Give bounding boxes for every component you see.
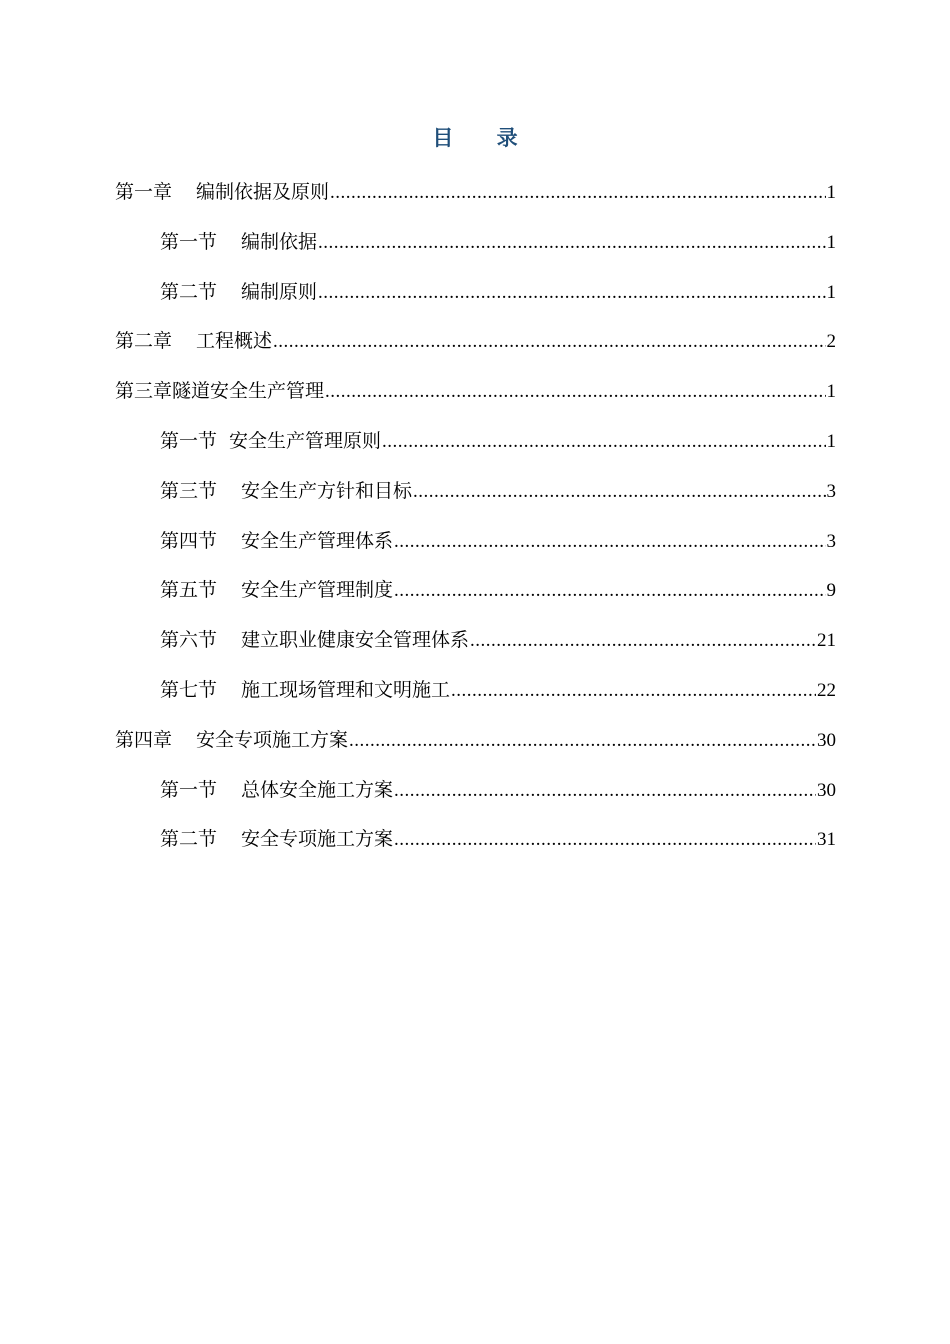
toc-entry-label: 第二章	[115, 330, 173, 353]
toc-page-number: 1	[826, 231, 836, 253]
toc-page-number: 31	[817, 829, 836, 851]
toc-entry-text: 总体安全施工方案	[241, 778, 394, 801]
toc-entry-text: 编制依据	[241, 230, 318, 253]
toc-page-number: 22	[817, 679, 836, 701]
toc-page-number: 21	[817, 630, 836, 652]
toc-entry-label: 第四章	[115, 728, 173, 751]
toc-page-number: 3	[826, 530, 836, 552]
toc-entry-text: 安全生产方针和目标	[241, 479, 413, 502]
toc-dot-leader	[325, 377, 825, 407]
toc-entry-label: 第一章	[115, 181, 173, 203]
toc-page-number: 2	[826, 331, 836, 353]
toc-entry[interactable]	[115, 177, 836, 227]
toc-dot-leader	[470, 626, 816, 656]
toc-title: 目 录	[432, 125, 536, 150]
toc-dot-leader	[382, 427, 825, 457]
toc-page-number: 3	[826, 480, 836, 502]
toc-dot-leader	[394, 527, 825, 557]
toc-entry-text: 建立职业健康安全管理体系	[241, 629, 470, 652]
toc-entry-label: 第四节	[160, 529, 218, 552]
table-of-contents	[115, 177, 836, 874]
toc-page-number: 30	[817, 779, 836, 801]
toc-entry-text: 工程概述	[196, 330, 273, 353]
toc-entry[interactable]	[115, 575, 836, 625]
toc-entry-label: 第一节	[160, 429, 218, 452]
toc-page-number: 1	[826, 281, 836, 303]
toc-entry[interactable]	[115, 675, 836, 725]
toc-entry-label: 第三节	[160, 479, 218, 502]
toc-page-number: 30	[817, 729, 836, 751]
toc-dot-leader	[330, 178, 825, 208]
toc-entry-label: 第一节	[160, 230, 218, 253]
toc-page-number: 9	[826, 580, 836, 602]
toc-entry[interactable]	[115, 326, 836, 376]
toc-dot-leader	[318, 228, 825, 258]
toc-entry[interactable]	[115, 476, 836, 526]
toc-dot-leader	[349, 726, 816, 756]
toc-entry-text: 编制依据及原则	[196, 181, 330, 203]
toc-entry[interactable]	[115, 526, 836, 576]
toc-dot-leader	[451, 676, 816, 706]
toc-entry[interactable]	[115, 824, 836, 874]
toc-dot-leader	[318, 278, 825, 308]
toc-entry-label: 第一节	[160, 778, 218, 801]
toc-entry-text: 安全专项施工方案	[196, 728, 349, 751]
toc-entry-text: 安全专项施工方案	[241, 828, 394, 851]
toc-page-number: 1	[826, 430, 836, 452]
toc-entry-label: 第三章	[115, 380, 173, 403]
toc-dot-leader	[413, 477, 825, 507]
toc-entry[interactable]	[115, 625, 836, 675]
toc-entry-text: 隧道安全生产管理	[172, 380, 325, 403]
toc-dot-leader	[394, 576, 825, 606]
toc-page-number: 1	[826, 182, 836, 203]
toc-entry-text: 施工现场管理和文明施工	[241, 678, 451, 701]
toc-page-number: 1	[826, 381, 836, 403]
toc-entry[interactable]	[115, 227, 836, 277]
toc-dot-leader	[394, 776, 816, 806]
toc-entry-label: 第六节	[160, 629, 218, 652]
toc-entry[interactable]	[115, 775, 836, 825]
toc-entry-label: 第七节	[160, 678, 218, 701]
toc-entry-text: 编制原则	[241, 280, 318, 303]
toc-dot-leader	[394, 825, 816, 855]
toc-entry[interactable]	[115, 277, 836, 327]
toc-entry[interactable]	[115, 376, 836, 426]
toc-entry-text: 安全生产管理制度	[241, 579, 394, 602]
toc-entry[interactable]	[115, 725, 836, 775]
toc-dot-leader	[273, 327, 825, 357]
toc-entry-text: 安全生产管理体系	[241, 529, 394, 552]
toc-entry-label: 第二节	[160, 828, 218, 851]
toc-entry-label: 第五节	[160, 579, 218, 602]
toc-entry[interactable]	[115, 426, 836, 476]
toc-entry-label: 第二节	[160, 280, 218, 303]
toc-entry-text: 安全生产管理原则	[229, 429, 382, 452]
